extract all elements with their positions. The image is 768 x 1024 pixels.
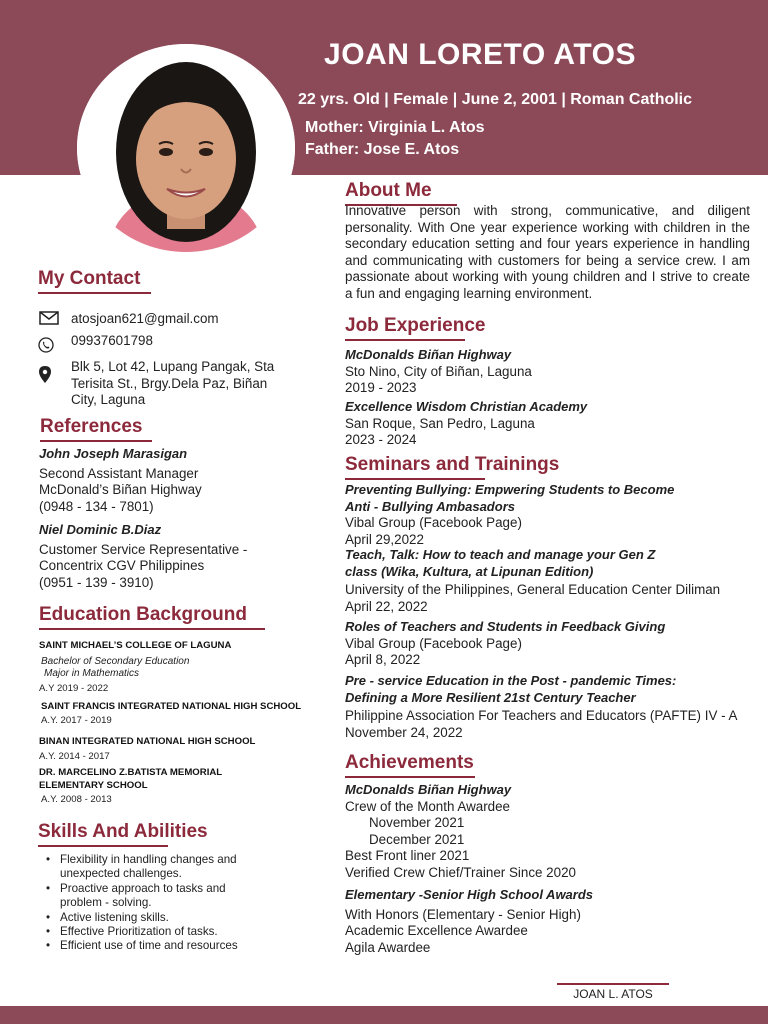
- father-name: Father: Jose E. Atos: [305, 141, 460, 158]
- edu-major-1: Major in Mathematics: [44, 668, 140, 679]
- list-item: • Efficient use of time and resources: [44, 939, 284, 953]
- references-title: References: [40, 416, 152, 442]
- seminar-3: Roles of Teachers and Students in Feedback Giving Vibal Group (Facebook Page) April 8, 2022: [345, 619, 666, 667]
- edu-year-4: A.Y. 2008 - 2013: [41, 794, 112, 805]
- edu-school-4a: DR. MARCELINO Z.BATISTA MEMORIAL: [39, 767, 223, 778]
- contact-email[interactable]: atosjoan621@gmail.com: [71, 311, 219, 326]
- profile-photo: [77, 44, 295, 252]
- personal-info: 22 yrs. Old | Female | June 2, 2001 | Roman Catholic: [298, 91, 693, 108]
- achievement-group-1: McDonalds Biñan Highway Crew of the Month Awardee November 2021 December 2021 Best Front liner 2021 Verified Crew Chief/Trainer Since 2020: [345, 782, 576, 880]
- seminar-2: Teach, Talk: How to teach and manage your Gen Z class (Wika, Kultura, at Lipunan Edition) University of the Philippines, General Education Center Diliman April 22, 2022: [345, 547, 721, 614]
- edu-degree-1: Bachelor of Secondary Education: [41, 656, 190, 667]
- list-item: • Flexibility in handling changes and unexpected challenges.: [44, 853, 284, 882]
- job-2: Excellence Wisdom Christian Academy San Roque, San Pedro, Laguna 2023 - 2024: [345, 399, 588, 447]
- about-text: Innovative person with strong, communicative, and diligent personality. With One year experience working with children in the secondary education setting and four years experience in handling and communicating with customers for being a service crew. I am passionate about working with young children and I strive to create a fun and engaging learning environment.: [345, 203, 750, 301]
- job-title: Job Experience: [345, 315, 465, 341]
- edu-school-1: SAINT MICHAEL’S COLLEGE OF LAGUNA: [39, 640, 232, 651]
- footer-band: [0, 1006, 768, 1024]
- achievements-title: Achievements: [345, 752, 475, 778]
- skills-title: Skills And Abilities: [38, 821, 168, 847]
- contact-address: Blk 5, Lot 42, Lupang Pangak, Sta Terisita St., Brgy.Dela Paz, Biñan City, Laguna: [71, 359, 275, 407]
- phone-icon: [38, 337, 54, 358]
- about-title: About Me: [345, 180, 457, 206]
- mail-icon: [39, 310, 59, 331]
- signature-line: [557, 983, 669, 985]
- edu-year-2: A.Y. 2017 - 2019: [41, 715, 112, 726]
- education-title: Education Background: [39, 604, 265, 630]
- location-pin-icon: [39, 366, 51, 388]
- list-item: • Effective Prioritization of tasks.: [44, 925, 284, 939]
- contact-title: My Contact: [38, 268, 151, 294]
- reference-2: Niel Dominic B.Diaz Customer Service Representative - Concentrix CGV Philippines (0951 - 139 - 3910): [39, 522, 248, 590]
- list-item: • Active listening skills.: [44, 911, 284, 925]
- mother-name: Mother: Virginia L. Atos: [305, 119, 485, 136]
- seminar-1: Preventing Bullying: Empwering Students to Become Anti - Bullying Ambasadors Vibal Group (Facebook Page) April 29,2022: [345, 482, 675, 547]
- skills-list: [44, 853, 284, 954]
- edu-school-4b: ELEMENTARY SCHOOL: [39, 780, 148, 791]
- seminars-title: Seminars and Trainings: [345, 454, 485, 480]
- edu-school-3: BINAN INTEGRATED NATIONAL HIGH SCHOOL: [39, 736, 256, 747]
- seminar-4: Pre - service Education in the Post - pandemic Times: Defining a More Resilient 21st Century Teacher Philippine Association For Teachers and Educators (PAFTE) IV - A November 24, 2022: [345, 673, 738, 740]
- contact-phone[interactable]: 09937601798: [71, 333, 153, 348]
- signature-name: JOAN L. ATOS: [573, 987, 653, 1001]
- edu-year-1: A.Y 2019 - 2022: [39, 683, 109, 694]
- achievement-group-2: Elementary -Senior High School Awards With Honors (Elementary - Senior High) Academic Excellence Awardee Agila Awardee: [345, 887, 594, 955]
- job-1: McDonalds Biñan Highway Sto Nino, City of Biñan, Laguna 2019 - 2023: [345, 347, 532, 395]
- edu-year-3: A.Y. 2014 - 2017: [39, 751, 110, 762]
- full-name: JOAN LORETO ATOS: [324, 38, 636, 71]
- list-item: • Proactive approach to tasks and problem - solving.: [44, 882, 284, 911]
- reference-1: John Joseph Marasigan Second Assistant Manager McDonald’s Biñan Highway (0948 - 134 - 7801): [39, 446, 202, 514]
- edu-school-2: SAINT FRANCIS INTEGRATED NATIONAL HIGH SCHOOL: [41, 701, 302, 712]
